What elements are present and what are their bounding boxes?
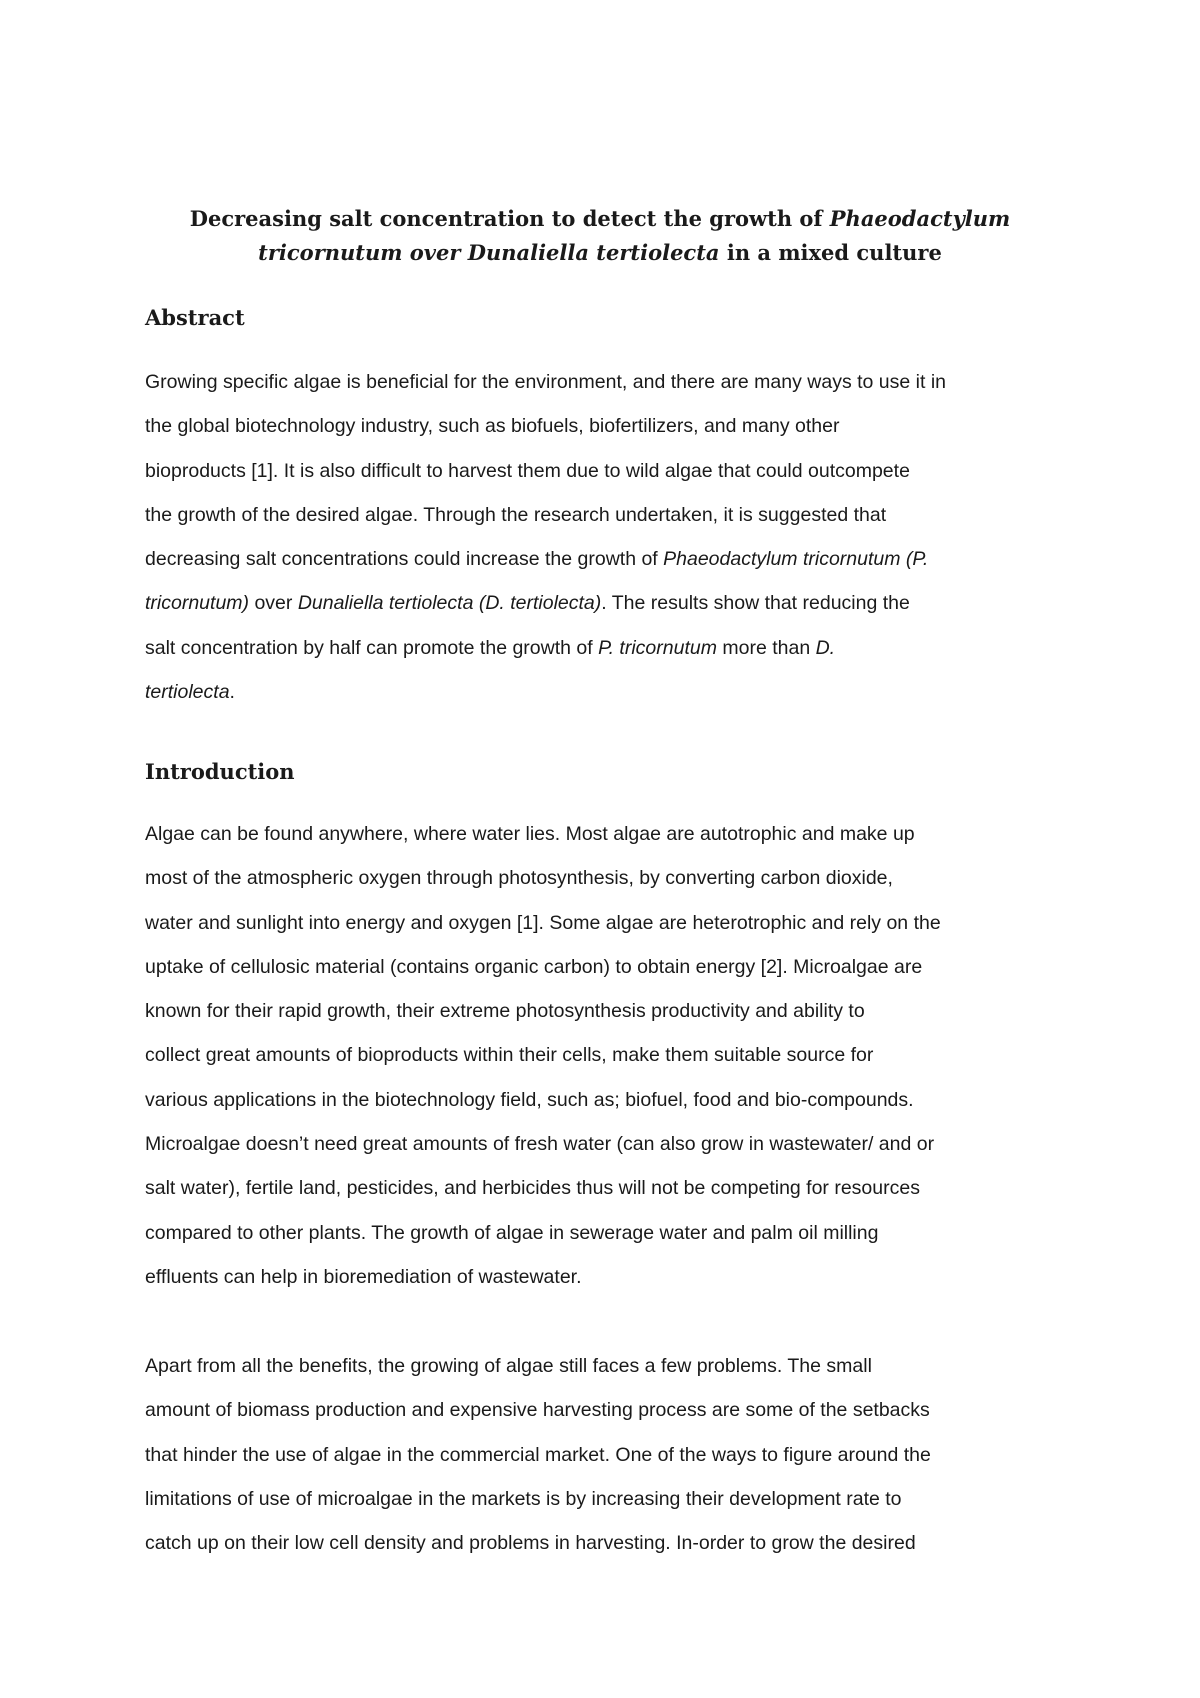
- document-title: [140, 202, 1060, 270]
- intro-line: effluents can help in bioremediation of wastewater.: [145, 1265, 582, 1288]
- abstract-line: bioproducts [1]. It is also difficult to harvest them due to wild algae that could outcompete: [145, 459, 910, 482]
- abstract-text: over: [249, 592, 298, 615]
- intro-line: amount of biomass production and expensive harvesting process are some of the setbacks: [145, 1399, 930, 1422]
- species-name: P. tricornutum: [598, 636, 717, 659]
- title-species-name: Phaeodactylum: [829, 206, 1011, 231]
- abstract-text: salt concentration by half can promote the growth of: [145, 636, 599, 659]
- intro-line: collect great amounts of bioproducts within their cells, make them suitable source for: [145, 1044, 874, 1067]
- intro-line: various applications in the biotechnology field, such as; biofuel, food and bio-compounds.: [145, 1088, 914, 1111]
- introduction-heading: Introduction: [145, 759, 295, 784]
- abstract-line: [145, 670, 1075, 714]
- abstract-text: decreasing salt concentrations could increase the growth of: [145, 548, 664, 571]
- intro-line: that hinder the use of algae in the commercial market. One of the ways to figure around the: [145, 1443, 931, 1466]
- introduction-paragraph-2: [145, 1344, 1075, 1565]
- intro-line: compared to other plants. The growth of algae in sewerage water and palm oil milling: [145, 1221, 879, 1244]
- title-line-1: [140, 202, 1060, 236]
- title-line-2: [140, 236, 1060, 270]
- species-name: D.: [815, 636, 836, 659]
- abstract-line: [145, 581, 1075, 625]
- abstract-line: Growing specific algae is beneficial for the environment, and there are many ways to use it in: [145, 371, 946, 393]
- species-name: tertiolecta: [145, 681, 230, 704]
- intro-line: Algae can be found anywhere, where water lies. Most algae are autotrophic and make up: [145, 823, 915, 845]
- species-name: tricornutum): [145, 592, 250, 615]
- abstract-line: [145, 626, 1075, 670]
- intro-line: limitations of use of microalgae in the markets is by increasing their development rate to: [145, 1487, 902, 1510]
- intro-line: Apart from all the benefits, the growing of algae still faces a few problems. The small: [145, 1355, 872, 1377]
- introduction-paragraph-1: [145, 812, 1075, 1299]
- intro-line: known for their rapid growth, their extreme photosynthesis productivity and ability to: [145, 1000, 865, 1023]
- abstract-line: the global biotechnology industry, such as biofuels, biofertilizers, and many other: [145, 415, 840, 438]
- abstract-text: more than: [716, 636, 816, 659]
- intro-line: most of the atmospheric oxygen through photosynthesis, by converting carbon dioxide,: [145, 867, 893, 890]
- title-species-name: tricornutum over Dunaliella tertiolecta: [258, 240, 720, 265]
- intro-line: uptake of cellulosic material (contains organic carbon) to obtain energy [2]. Microalgae are: [145, 955, 923, 978]
- title-text: Decreasing salt concentration to detect the growth of: [189, 206, 830, 231]
- abstract-paragraph: [145, 360, 1075, 714]
- intro-line: Microalgae doesn’t need great amounts of fresh water (can also grow in wastewater/ and or: [145, 1133, 935, 1156]
- abstract-text: . The results show that reducing the: [601, 592, 910, 615]
- species-name: Dunaliella tertiolecta (D. tertiolecta): [297, 592, 602, 615]
- abstract-text: .: [229, 681, 235, 704]
- species-name: Phaeodactylum tricornutum (P.: [663, 548, 929, 571]
- abstract-heading: Abstract: [145, 305, 245, 330]
- abstract-line: [145, 537, 1075, 581]
- title-text: in a mixed culture: [719, 240, 942, 265]
- intro-line: water and sunlight into energy and oxygen [1]. Some algae are heterotrophic and rely on the: [145, 911, 941, 934]
- intro-line: salt water), fertile land, pesticides, and herbicides thus will not be competing for resources: [145, 1177, 920, 1200]
- abstract-line: the growth of the desired algae. Through the research undertaken, it is suggested that: [145, 503, 887, 526]
- intro-line: catch up on their low cell density and problems in harvesting. In-order to grow the desired: [145, 1532, 916, 1555]
